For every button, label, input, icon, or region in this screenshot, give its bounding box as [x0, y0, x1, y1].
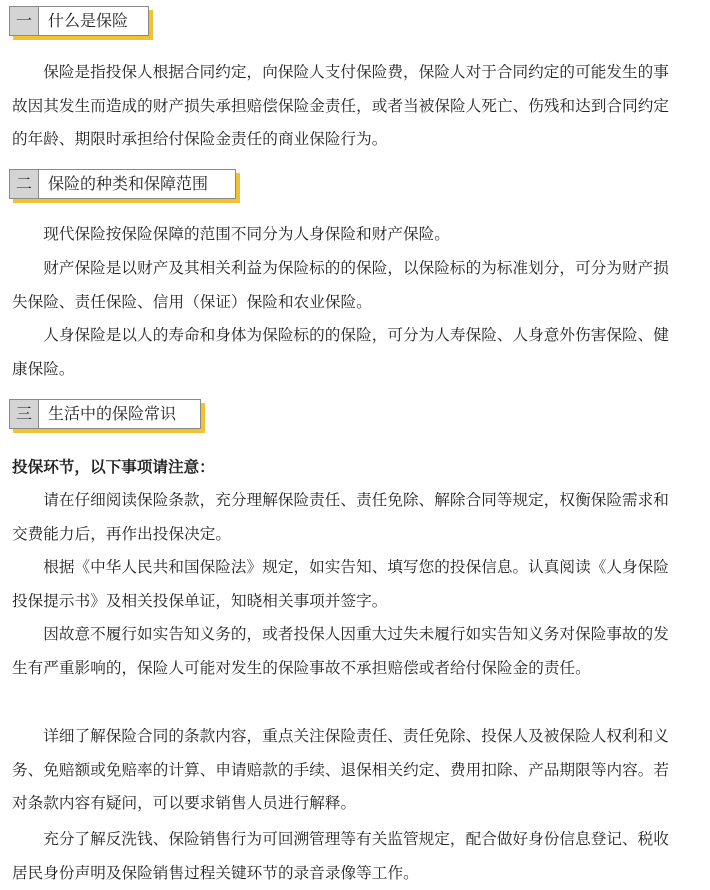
paragraph: 请在仔细阅读保险条款，充分理解保险责任、责任免除、解除合同等规定，权衡保险需求和交费能力后，再作出投保决定。: [12, 491, 669, 543]
section-number: 三: [10, 400, 39, 428]
paragraph: 现代保险按保险保障的范围不同分为人身保险和财产保险。: [43, 225, 450, 243]
section-number: 二: [10, 170, 39, 198]
section-title: 生活中的保险常识: [48, 404, 177, 423]
section-number: 一: [10, 7, 39, 35]
subheading: 投保环节，以下事项请注意：: [12, 457, 215, 476]
paragraph: 充分了解反洗钱、保险销售行为可回溯管理等有关监管规定，配合做好身份信息登记、税收居民身份声明及保险销售过程关键环节的录音录像等工作。: [12, 830, 669, 882]
section-header-1: [9, 6, 149, 36]
paragraph: 因故意不履行如实告知义务的，或者投保人因重大过失未履行如实告知义务对保险事故的发生有严重影响的，保险人可能对发生的保险事故不承担赔偿或者给付保险金的责任。: [12, 625, 669, 677]
paragraph: 根据《中华人民共和国保险法》规定，如实告知、填写您的投保信息。认真阅读《人身保险投保提示书》及相关投保单证，知晓相关事项并签字。: [12, 558, 669, 610]
section-header-3: [9, 399, 201, 429]
paragraph: 人身保险是以人的寿命和身体为保险标的的保险，可分为人寿保险、人身意外伤害保险、健康保险。: [12, 326, 669, 378]
paragraph: 详细了解保险合同的条款内容，重点关注保险责任、责任免除、投保人及被保险人权利和义务、免赔额或免赔率的计算、申请赔款的手续、退保相关约定、费用扣除、产品期限等内容。若对条款内容有疑问，可以要求销售人员进行解释。: [12, 727, 670, 812]
section-title: 保险的种类和保障范围: [48, 174, 209, 193]
paragraph: 保险是指投保人根据合同约定，向保险人支付保险费，保险人对于合同约定的可能发生的事故因其发生而造成的财产损失承担赔偿保险金责任，或者当被保险人死亡、伤残和达到合同约定的年龄、期限时承担给付保险金责任的商业保险行为。: [12, 63, 670, 148]
section-title: 什么是保险: [48, 11, 129, 30]
paragraph: 财产保险是以财产及其相关利益为保险标的的保险，以保险标的为标准划分，可分为财产损失保险、责任保险、信用（保证）保险和农业保险。: [12, 259, 669, 311]
section-header-2: [9, 169, 236, 199]
